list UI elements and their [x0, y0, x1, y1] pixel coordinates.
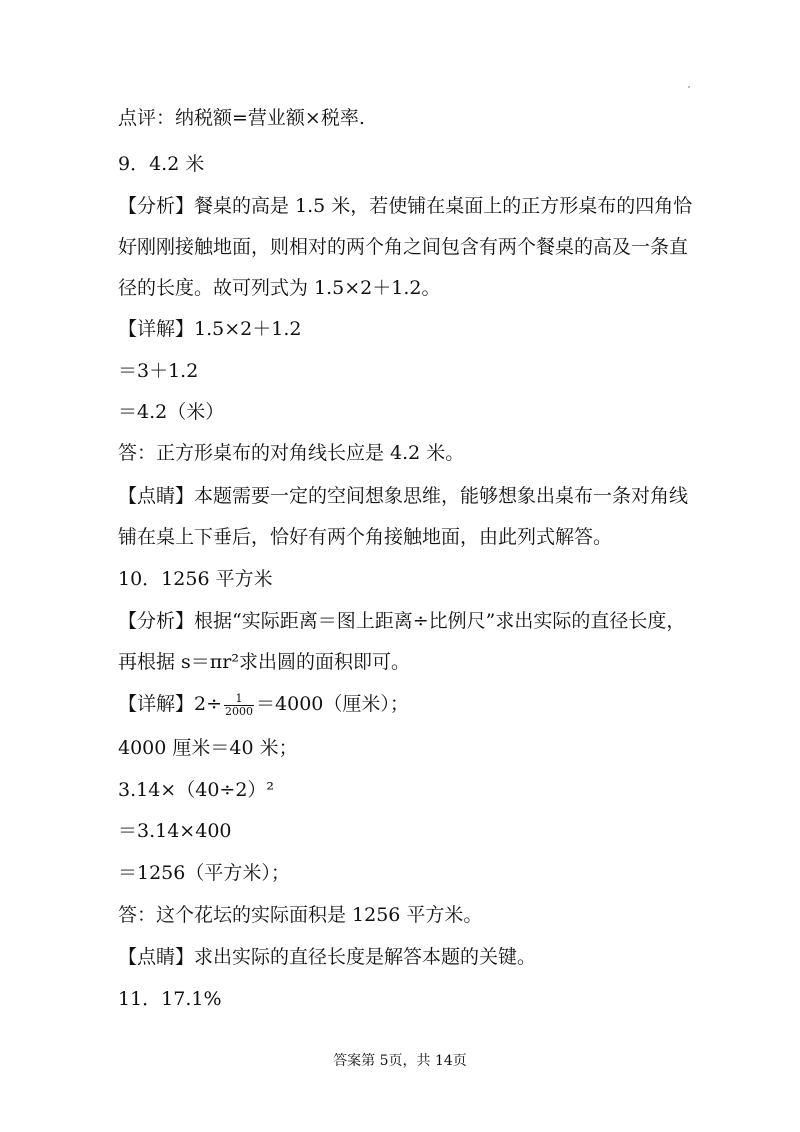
- scan-speck: [688, 86, 690, 88]
- answer-10-statement: 答：这个花坛的实际面积是 1256 平方米。: [118, 904, 483, 926]
- detail-10-line-2: 4000 厘米＝40 米；: [118, 737, 298, 759]
- detail-10-line-3: 3.14×（40÷2）²: [118, 779, 275, 801]
- tip-9-line-2: 铺在桌上下垂后，恰好有两个角接触地面，由此列式解答。: [118, 526, 613, 548]
- detail-10-line-5: ＝1256（平方米）；: [118, 862, 290, 884]
- comment-line: 点评：纳税额=营业额×税率.: [118, 107, 365, 129]
- fraction-suffix: ＝4000（厘米）；: [256, 693, 409, 715]
- page-footer: 答案第 5页，共 14页: [333, 1053, 467, 1069]
- analysis-9-line-2: 好刚刚接触地面，则相对的两个角之间包含有两个餐桌的高及一条直: [118, 236, 689, 258]
- analysis-10-line-2: 再根据 s＝πr²求出圆的面积即可。: [118, 651, 410, 673]
- detail-9-line-2: ＝3＋1.2: [118, 360, 199, 382]
- analysis-10-line-1: 【分析】根据“实际距离＝图上距离÷比例尺”求出实际的直径长度，: [118, 610, 686, 632]
- answer-10-heading: 10．1256 平方米: [118, 568, 273, 590]
- fraction-numerator: 1: [235, 691, 243, 705]
- fraction-denominator: 2000: [225, 704, 254, 718]
- answer-11-heading: 11．17.1%: [118, 988, 222, 1010]
- detail-9-line-3: ＝4.2（米）: [118, 401, 225, 423]
- tip-10-line-1: 【点睛】求出实际的直径长度是解答本题的关键。: [118, 946, 537, 968]
- detail-9-line-1: 【详解】1.5×2＋1.2: [118, 318, 302, 340]
- detail-10-fraction-line: [118, 692, 409, 718]
- answer-9-statement: 答：正方形桌布的对角线长应是 4.2 米。: [118, 442, 465, 464]
- tip-9-line-1: 【点睛】本题需要一定的空间想象思维，能够想象出桌布一条对角线: [118, 485, 689, 507]
- fraction-prefix: 【详解】2÷: [118, 693, 223, 715]
- analysis-9-line-3: 径的长度。故可列式为 1.5×2＋1.2。: [118, 277, 441, 299]
- detail-10-line-4: ＝3.14×400: [118, 820, 232, 842]
- analysis-9-line-1: 【分析】餐桌的高是 1.5 米，若使铺在桌面上的正方形桌布的四角恰: [118, 195, 693, 217]
- answer-9-heading: 9．4.2 米: [118, 153, 205, 175]
- fraction: [224, 693, 254, 718]
